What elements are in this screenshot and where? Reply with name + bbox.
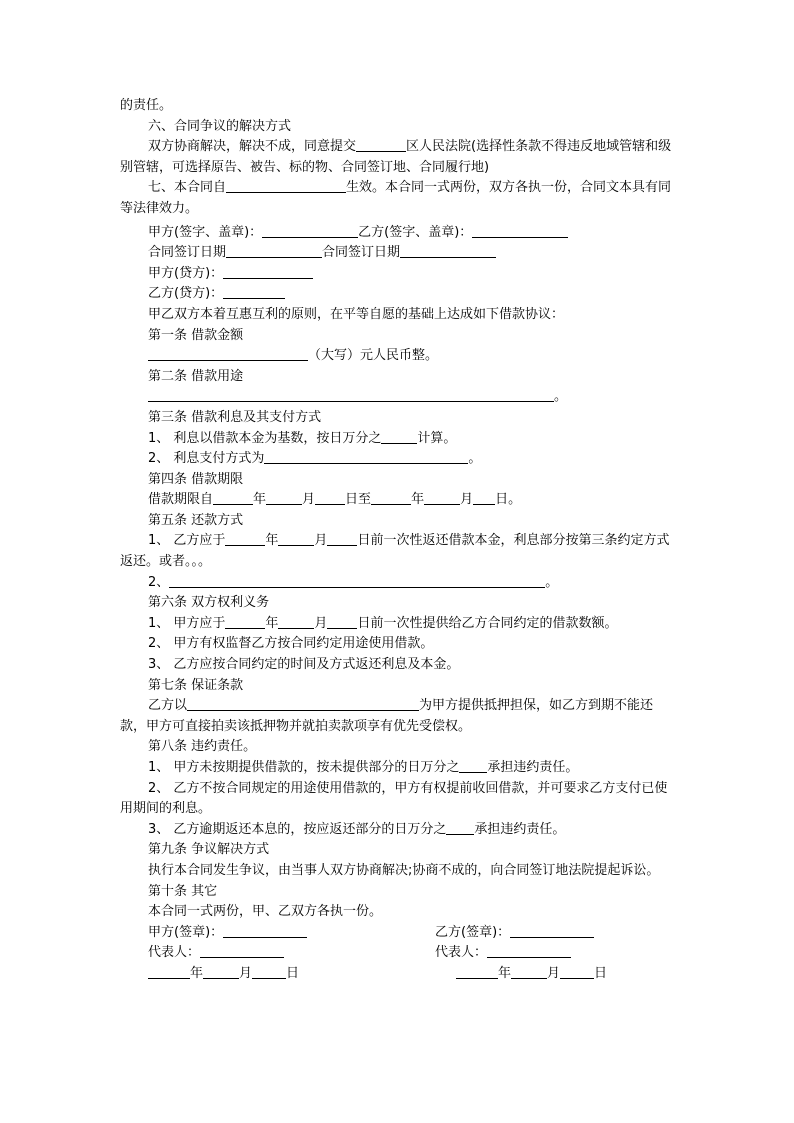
article-4-title xyxy=(120,470,676,491)
blank xyxy=(262,223,358,238)
article-3-title xyxy=(120,408,676,429)
blank xyxy=(200,943,284,958)
blank xyxy=(213,490,253,505)
date-row xyxy=(120,964,676,985)
contract-document xyxy=(120,96,676,985)
text: 区人民法院(选择性条款不得违反地域管辖和级别管辖，可选择原告、被告、标的物、合同签订地、合同履行地) xyxy=(120,139,672,175)
blank xyxy=(223,264,313,279)
blank xyxy=(560,964,594,979)
text: 1、 乙方应于 xyxy=(148,533,226,549)
blank xyxy=(327,531,357,546)
text: 承担违约责任。 xyxy=(474,821,566,837)
text: 月 xyxy=(460,492,474,508)
text: 乙方(签章)： xyxy=(435,924,511,940)
article-1-title xyxy=(120,326,676,347)
section-six-title xyxy=(120,117,676,138)
party-a-sign xyxy=(148,923,307,944)
effective-blank xyxy=(226,178,346,193)
party-a-date xyxy=(148,964,299,985)
blank xyxy=(327,614,357,629)
blank xyxy=(148,964,190,979)
agreement-intro xyxy=(120,305,676,326)
text: 借款期限自 xyxy=(148,492,214,508)
blank xyxy=(315,490,345,505)
article-8-item-3 xyxy=(120,820,676,841)
article-6-title xyxy=(120,593,676,614)
blank xyxy=(510,923,594,938)
article-8-item-2 xyxy=(120,779,676,820)
article-10-body xyxy=(120,902,676,923)
text: 的责任。 xyxy=(120,98,173,113)
article-5-item-1 xyxy=(120,531,676,572)
text: 乙方(贷方)： xyxy=(148,286,224,302)
article-3-item-1 xyxy=(120,429,676,450)
text: 第二条 借款用途 xyxy=(148,368,244,384)
text: 生效。本合同一式两份，双方各执一份，合同文本具有同等法律效力。 xyxy=(120,180,672,216)
blank xyxy=(223,284,285,299)
article-6-item-2 xyxy=(120,634,676,655)
text: 第六条 双方权利义务 xyxy=(148,595,270,611)
text: 执行本合同发生争议，由当事人双方协商解决;协商不成的，向合同签订地法院提起诉讼。 xyxy=(148,862,660,878)
text: 月 xyxy=(547,965,561,981)
text: 日前一次性提供给乙方合同约定的借款数额。 xyxy=(357,615,618,631)
text: 2、 xyxy=(148,574,170,590)
party-b-sign xyxy=(435,923,594,944)
text: 计算。 xyxy=(417,430,457,446)
text: 日 xyxy=(286,965,300,981)
text: 月 xyxy=(314,615,328,631)
text: 年 xyxy=(265,533,279,549)
party-b-rep xyxy=(435,943,571,964)
blank xyxy=(252,964,286,979)
text: 代表人： xyxy=(148,945,201,961)
blank xyxy=(424,490,460,505)
text: 第十条 其它 xyxy=(148,883,218,899)
text: 2、 甲方有权监督乙方按合同约定用途使用借款。 xyxy=(148,636,434,652)
text: 第八条 违约责任。 xyxy=(148,739,257,755)
party-a-lender xyxy=(120,264,676,285)
article-5-item-2 xyxy=(120,573,676,594)
text: 甲方(签章)： xyxy=(148,924,224,940)
text: 乙方以 xyxy=(148,698,188,714)
text: 3、 乙方逾期返还本息的，按应返还部分的日万分之 xyxy=(148,821,447,837)
text: 年 xyxy=(253,492,267,508)
article-1-body xyxy=(120,346,676,367)
blank xyxy=(169,573,545,588)
section-seven-body xyxy=(120,178,676,219)
text: 日前一次性返还借款本金，利息部分按第三条约定方式返还。或者。。。 xyxy=(120,533,670,570)
article-2-title xyxy=(120,367,676,388)
blank xyxy=(225,531,265,546)
text: 甲方(贷方)： xyxy=(148,265,224,281)
blank xyxy=(203,964,239,979)
blank xyxy=(264,449,468,464)
text: 年 xyxy=(265,615,279,631)
text: 。 xyxy=(554,389,568,405)
article-8-item-1 xyxy=(120,758,676,779)
text: 第七条 保证条款 xyxy=(148,677,244,693)
text: 第五条 还款方式 xyxy=(148,512,244,528)
text: 日 xyxy=(594,965,608,981)
article-10-title xyxy=(120,882,676,903)
article-5-title xyxy=(120,511,676,532)
signature-line-1 xyxy=(120,223,676,244)
blank xyxy=(459,758,487,773)
article-8-title xyxy=(120,737,676,758)
blank xyxy=(487,943,571,958)
representative-row xyxy=(120,943,676,964)
article-7-title xyxy=(120,676,676,697)
party-b-date xyxy=(456,964,607,985)
blank xyxy=(400,243,496,258)
text: 月 xyxy=(239,965,253,981)
blank xyxy=(371,490,411,505)
article-6-item-3 xyxy=(120,655,676,676)
text: 承担违约责任。 xyxy=(487,760,579,775)
text: 双方协商解决，解决不成，同意提交 xyxy=(148,139,357,155)
section-six-body xyxy=(120,137,676,178)
blank xyxy=(472,223,568,238)
signature-row xyxy=(120,923,676,944)
article-3-item-2 xyxy=(120,449,676,470)
text: 甲方(签字、盖章)： xyxy=(148,224,263,240)
text: 2、 利息支付方式为 xyxy=(148,451,265,467)
blank xyxy=(511,964,547,979)
blank xyxy=(381,429,417,444)
text: 1、 甲方未按期提供借款的，按未提供部分的日万分之 xyxy=(148,760,460,775)
article-9-body xyxy=(120,861,676,882)
court-blank xyxy=(356,137,406,152)
text: 第九条 争议解决方式 xyxy=(148,842,270,858)
article-9-title xyxy=(120,840,676,861)
blank xyxy=(278,614,314,629)
text: 3、 乙方应按合同约定的时间及方式返还利息及本金。 xyxy=(148,657,460,673)
blank xyxy=(223,923,307,938)
text: 合同签订日期 xyxy=(322,245,401,261)
text: 六、合同争议的解决方式 xyxy=(148,118,292,134)
text: 第三条 借款利息及其支付方式 xyxy=(148,409,322,425)
text: 第四条 借款期限 xyxy=(148,471,244,487)
text: 2、 乙方不按合同规定的用途使用借款的，甲方有权提前收回借款，并可要求乙方支付已使用期间的利息。 xyxy=(120,780,668,817)
text: 月 xyxy=(314,533,328,549)
text: 代表人： xyxy=(435,945,488,961)
blank xyxy=(225,614,265,629)
article-7-body xyxy=(120,696,676,737)
blank xyxy=(278,531,314,546)
text: 年 xyxy=(190,965,204,981)
line-responsibility xyxy=(120,96,676,117)
text: 。 xyxy=(545,574,559,590)
text: 年 xyxy=(498,965,512,981)
blank xyxy=(473,490,495,505)
amount-blank xyxy=(148,346,308,361)
blank xyxy=(266,490,302,505)
party-b-lender xyxy=(120,284,676,305)
text: 年 xyxy=(411,492,425,508)
article-4-body xyxy=(120,490,676,511)
text: （大写）元人民币整。 xyxy=(308,348,439,364)
blank xyxy=(226,243,322,258)
text: 七、本合同自 xyxy=(148,180,227,196)
text: 甲乙双方本着互惠互利的原则，在平等自愿的基础上达成如下借款协议： xyxy=(148,306,565,322)
party-a-rep xyxy=(148,943,284,964)
blank xyxy=(456,964,498,979)
text: 。 xyxy=(468,451,482,467)
text: 日。 xyxy=(495,492,522,508)
text: 乙方(签字、盖章)： xyxy=(358,224,473,240)
purpose-blank xyxy=(148,387,554,402)
text: 1、 利息以借款本金为基数，按日万分之 xyxy=(148,430,382,446)
text: 第一条 借款金额 xyxy=(148,327,244,343)
collateral-blank xyxy=(187,696,419,711)
text: 为甲方提供抵押担保，如乙方到期不能还款，甲方可直接拍卖该抵押物并就拍卖款项享有优先受偿权。 xyxy=(120,698,654,734)
text: 日至 xyxy=(345,492,372,508)
article-6-item-1 xyxy=(120,614,676,635)
text: 合同签订日期 xyxy=(148,245,227,261)
text: 月 xyxy=(302,492,316,508)
text: 本合同一式两份，甲、乙双方各执一份。 xyxy=(148,904,383,920)
article-2-body xyxy=(120,387,676,408)
text: 1、 甲方应于 xyxy=(148,615,226,631)
blank xyxy=(446,820,474,835)
sign-date-line xyxy=(120,243,676,264)
